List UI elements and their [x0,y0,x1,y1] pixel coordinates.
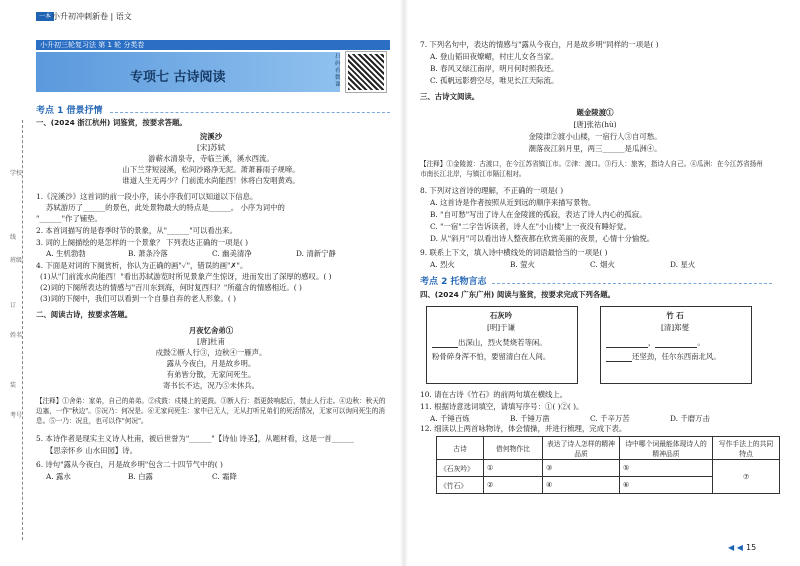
poem-line: 金陵津②渡小山楼，一宿行人③自可愁。 [528,132,662,141]
poem-line: 粉骨碎身浑不怕，要留清白在人间。 [432,352,551,361]
poem-author: [清]郑燮 [661,323,689,332]
margin-mark: 装 [10,382,17,389]
answer-blank[interactable] [432,339,458,348]
poem-line [432,338,547,348]
binding-line [22,120,23,540]
margin-mark: 订 [10,302,17,309]
poem-line: ， 。 [606,338,705,348]
section-point-1: 考点 1 借景抒情 [36,106,103,116]
divider [492,283,772,284]
page-number: 15 [746,543,757,552]
question-head: 一、(2024 浙江杭州) 词鉴赏，按要求答题。 [36,118,187,127]
question-head: 四、(2024 广东广州) 阅读与鉴赏，按要求完成下列各题。 [420,290,616,299]
qr-caption: 扫码看微课 [335,54,341,88]
option[interactable]: A. 烈火 [430,260,455,269]
option[interactable]: C. 霜降 [212,472,237,481]
table-cell[interactable]: ⑦ [713,460,780,494]
poem-line: 游蕲水清泉寺，寺临兰溪，溪水西流。 [148,154,274,163]
question-text: (2)词的下阕所表达的情感与"百川东到海，何时复西归？"所蕴含的情感相近。( ) [40,283,302,292]
table-row [437,460,780,477]
question-text: 8. 下列对这首诗的理解，不正确的一项是( ) [420,186,564,195]
table-cell[interactable]: ② [484,477,543,494]
question-text: 【思亲怀乡 山水田园】诗。 [46,446,138,455]
question-head: 三、古诗文阅读。 [420,92,480,101]
question-head: 二、阅读古诗，按要求答题。 [36,310,133,319]
margin-mark: 线 [10,234,17,241]
note-text: 市南长江北岸，与镇江市隔江相对。 [420,170,526,178]
margin-mark: 考号 [10,412,23,419]
poem-line: 寄书长不达，况乃⑤未休兵。 [162,381,260,390]
question-text: 12. 细读以上两首咏物诗，体会情操，并进行梳理，完成下表。 [420,424,627,433]
table-header-row [437,437,780,460]
option[interactable]: B. 萤火 [510,260,535,269]
answer-blank[interactable] [606,339,648,348]
question-text: 5. 本诗作者是现实主义诗人杜甫，被后世誉为"______"【诗仙 诗圣】，从题材看，这是一首______ [36,434,354,443]
table-cell[interactable]: ④ [543,477,620,494]
poem-author: [唐]张祜(hù) [573,120,617,129]
table-cell: 《石灰吟》 [437,460,484,477]
qr-code-icon[interactable] [346,52,386,92]
question-text: "______"作了铺垫。 [36,214,102,223]
poem-author: [明]于谦 [487,323,515,332]
option[interactable]: A. 登山韬田夜燎嵋，村庄儿女各当家。 [430,52,559,61]
table-header: 表达了诗人怎样的精神品质 [543,437,620,460]
question-text: (1)从"门前流水尚能西！"看出苏轼游览时所见景象产生惊讶，进而发出了深厚的感叹。( ) [40,272,332,281]
option[interactable]: C. 千辛万苦 [590,414,630,423]
option[interactable]: B. "自可愁"写出了诗人在金陵渡的孤寂，表达了诗人内心的孤寂。 [430,210,647,219]
table-cell[interactable]: ③ [543,460,620,477]
note-text: 【注释】①金陵渡：古渡口，在今江苏省镇江市。②津：渡口。③行人：旅客，指诗人自己。④瓜洲：在今江苏省扬州 [420,160,763,168]
option[interactable]: A. 生机勃勃 [46,249,86,258]
note-text: 边塞，一作"秋边"。⑤况乃：何况是。⑥无家问死生：家中已无人，无从打听兄弟们的死活情况，无家可以询问死生的消 [36,407,385,415]
poem-title: 月夜忆舍弟① [188,326,234,335]
option[interactable]: C. "一宿"二字告诉读者，诗人在"小山楼"上一夜没有睡好觉。 [430,222,632,231]
margin-mark: 姓名 [10,332,23,339]
poem-line [606,352,721,362]
question-text: 9. 联系上下文，填入诗中横线处的词语最恰当的一项是( ) [420,248,608,257]
option[interactable]: A. 千锤百炼 [430,414,470,423]
question-text: 2. 本首词描写的是春季时节的景象，从"______"可以看出来。 [36,226,237,235]
option[interactable]: D. 千磨万击 [670,414,710,423]
table-cell[interactable]: ① [484,460,543,477]
margin-mark: 学校 [10,170,23,177]
question-text: 10. 请在古诗《竹石》的前两句填在横线上。 [420,390,568,399]
page-arrows-icon: ◀ ◀ [728,543,743,552]
table-header: 诗中哪个词最能体现诗人的精神品质 [620,437,713,460]
answer-blank[interactable] [655,339,697,348]
poem-line: 有弟皆分散，无家问死生。 [166,370,256,379]
answer-blank[interactable] [606,353,632,362]
section-point-2: 考点 2 托物言志 [420,277,487,287]
question-text: 6. 诗句"露从今夜白，月是故乡明"包含二十四节气中的( ) [36,460,223,469]
table-cell[interactable]: ⑥ [620,477,713,494]
table-cell[interactable]: ⑤ [620,460,713,477]
note-text: 【注释】①舍弟：家弟，自己的弟弟。②戍鼓：戍楼上的更鼓。③断人行：指更鼓响起后，禁止人行走。④边秋：秋天的 [36,397,386,405]
question-text: (3)词的下阕中，我们可以看到一个自暴自弃的老人形象。( ) [40,294,236,303]
page-fold [400,0,408,566]
table-header: 借何物作比 [484,437,543,460]
poem-line: 露从今夜白，月是故乡明。 [166,359,256,368]
option[interactable]: D. 从"斜月"可以看出诗人整夜都在欣赏美丽的夜景，心情十分愉悦。 [430,234,655,243]
poem-line: 戍鼓②断人行③，边秋④一雁声。 [155,348,267,357]
option[interactable]: C. 烟火 [590,260,615,269]
option[interactable]: B. 萧条冷落 [128,249,168,258]
poem-title: 竹 石 [666,311,684,320]
poem-title: 石灰吟 [489,311,513,320]
question-text: 苏轼游历了______的景色，此处景物最大的特点是______。 小序为词中的 [46,203,285,212]
summary-table [436,436,780,494]
question-text: 1.《浣溪沙》这首词的前一段小序，读小序我们可以知道以下信息。 [36,192,258,201]
option[interactable]: C. 幽美清净 [212,249,252,258]
poem-line: 山下兰芽短浸溪，松间沙路净无泥。萧萧暮雨子规啼。 [122,165,300,174]
header-title: 小升初冲刺新卷 | 语文 [52,12,132,21]
question-text: 7. 下列名句中，表达的情感与"露从今夜白，月是故乡明"同样的一项是( ) [420,40,659,49]
poem-line-text: 出深山，烈火焚烧若等闲。 [458,338,547,347]
question-text: 4. 下面是对词的下阕赏析，你认为正确的画"✓"，错误的画"✗"。 [36,261,248,270]
option[interactable]: B. 春风又绿江南岸，明月何时照我还。 [430,64,559,73]
poem-line-text: 还坚劲，任尔东西南北风。 [632,352,721,361]
table-header: 古诗 [437,437,484,460]
option[interactable]: D. 星火 [670,260,696,269]
table-cell: 《竹石》 [437,477,484,494]
poem-author: [宋]苏轼 [197,143,225,152]
divider [110,112,390,113]
page-title: 专项七 古诗阅读 [130,70,226,85]
option[interactable]: A. 露水 [46,472,71,481]
note-text: 息。⑤一乃：况且，也可以作"何况"。 [36,417,148,425]
option[interactable]: B. 白露 [128,472,153,481]
poem-line: 潮落夜江斜月里，两三______是瓜洲④。 [528,144,662,153]
banner-subtitle: 小升初三轮复习法 第 1 轮 分类卷 [36,40,390,50]
poem-line: 谁道人生无再少？门前流水尚能西！休将白发唱黄鸡。 [122,176,300,185]
margin-mark: 班级 [10,257,23,264]
question-text: 11. 根据诗意选词填空，请填写序号：①( )②( )。 [420,402,584,411]
header-logo: 一本 [36,12,54,21]
poem-title: 题金陵渡① [576,108,614,117]
option[interactable]: D. 清新宁静 [296,249,336,258]
option[interactable]: B. 千锤万凿 [510,414,550,423]
question-text: 3. 词的上阕描绘的是怎样的一个景象？ 下列表达正确的一项是( ) [36,238,249,247]
table-header: 写作手法上的共同特点 [713,437,780,460]
poem-title: 浣溪沙 [199,132,223,141]
option[interactable]: A. 这首诗是作者按照从近到远的顺序来描写景物。 [430,198,596,207]
option[interactable]: C. 孤帆远影碧空尽，唯见长江天际流。 [430,76,559,85]
poem-author: [唐]杜甫 [197,337,225,346]
